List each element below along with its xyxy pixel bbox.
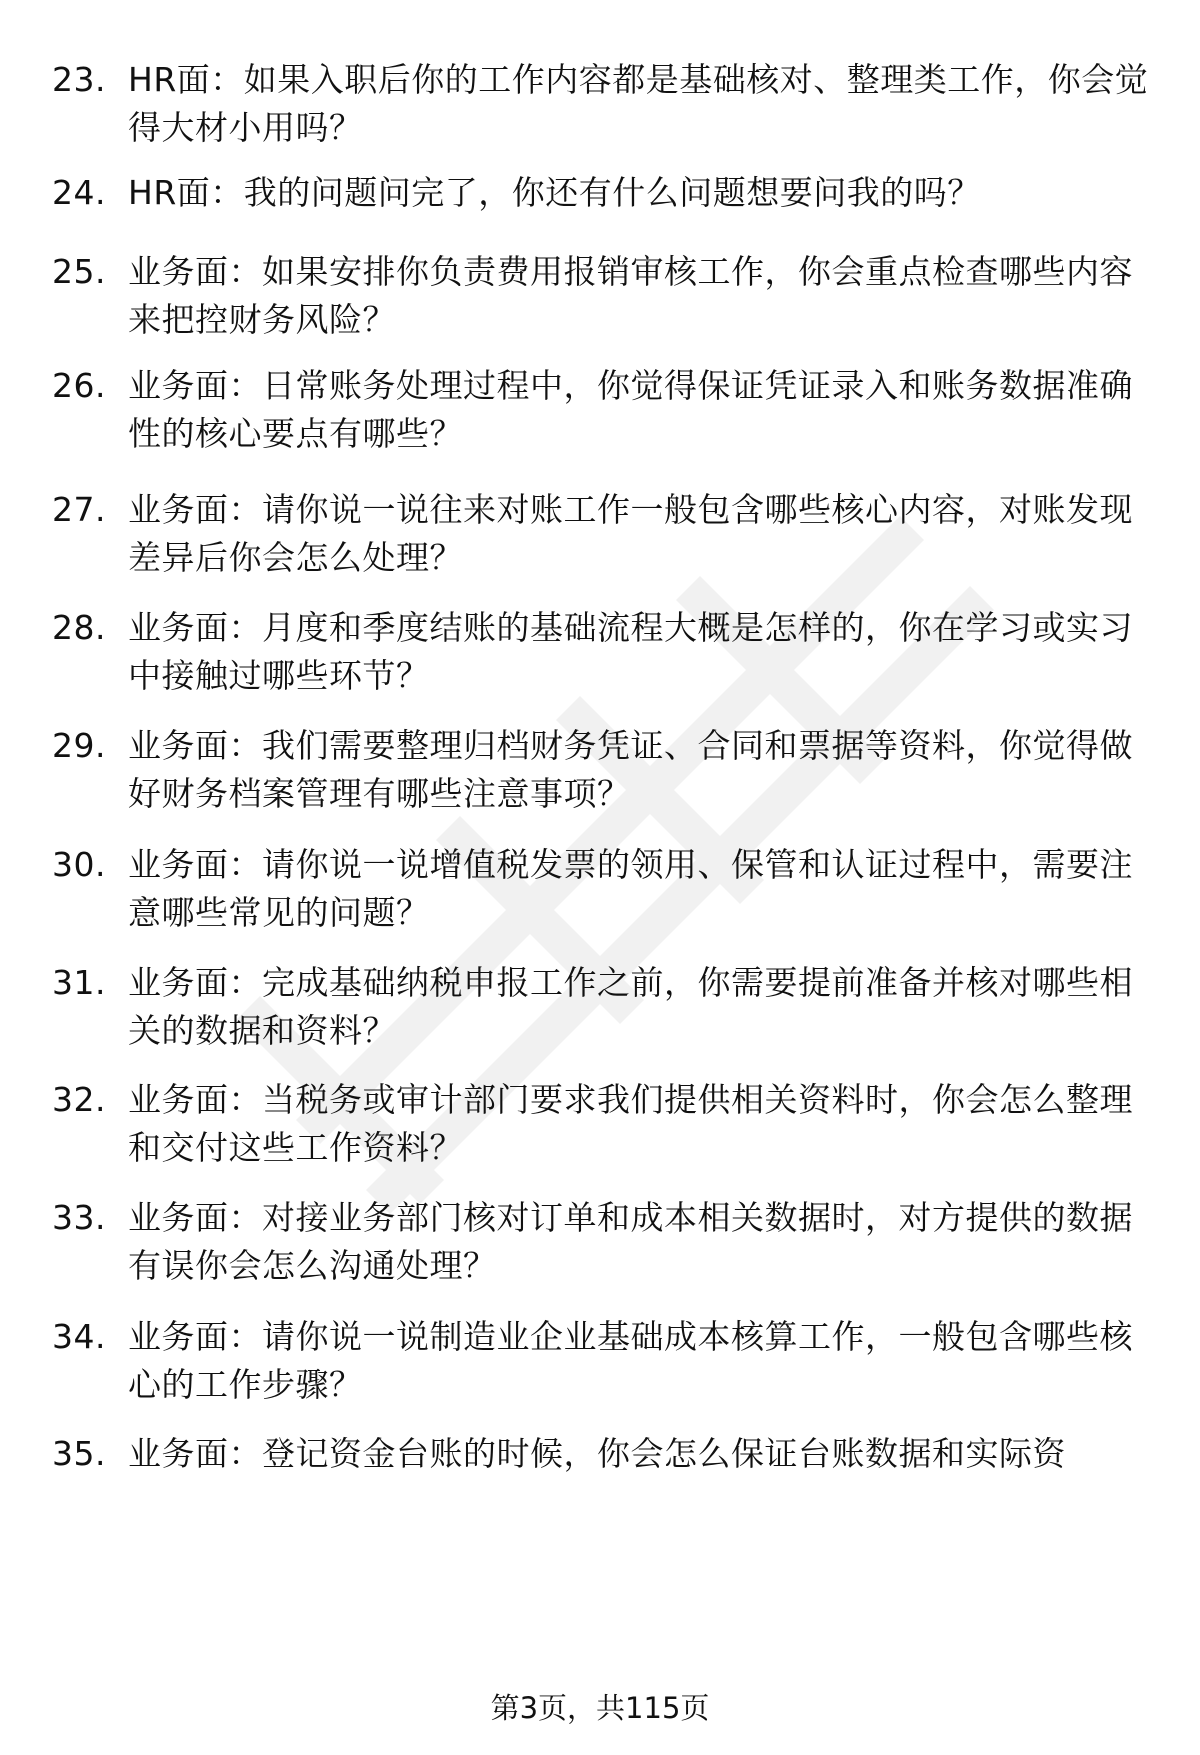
item-number: 33. bbox=[52, 1198, 106, 1237]
item-text: 业务面：请你说一说往来对账工作一般包含哪些核心内容，对账发现差异后你会怎么处理？ bbox=[128, 490, 1133, 577]
item-text: 业务面：月度和季度结账的基础流程大概是怎样的，你在学习或实习中接触过哪些环节？ bbox=[128, 608, 1133, 695]
item-number: 26. bbox=[52, 366, 106, 405]
item-text: 业务面：登记资金台账的时候，你会怎么保证台账数据和实际资 bbox=[128, 1434, 1066, 1473]
item-text: 业务面：日常账务处理过程中，你觉得保证凭证录入和账务数据准确性的核心要点有哪些？ bbox=[128, 366, 1133, 453]
item-text: 业务面：请你说一说增值税发票的领用、保管和认证过程中，需要注意哪些常见的问题？ bbox=[128, 845, 1133, 932]
item-number: 27. bbox=[52, 490, 106, 529]
item-number: 30. bbox=[52, 845, 106, 884]
item-number: 32. bbox=[52, 1080, 106, 1119]
item-text: 业务面：对接业务部门核对订单和成本相关数据时，对方提供的数据有误你会怎么沟通处理？ bbox=[128, 1198, 1133, 1285]
item-text: 业务面：如果安排你负责费用报销审核工作，你会重点检查哪些内容来把控财务风险？ bbox=[128, 252, 1133, 339]
item-number: 35. bbox=[52, 1434, 106, 1473]
item-number: 29. bbox=[52, 726, 106, 765]
page-footer: 第3页，共115页 bbox=[490, 1691, 710, 1725]
item-text: HR面：我的问题问完了，你还有什么问题想要问我的吗？ bbox=[128, 173, 981, 212]
item-text: 业务面：完成基础纳税申报工作之前，你需要提前准备并核对哪些相关的数据和资料？ bbox=[128, 963, 1133, 1050]
item-number: 34. bbox=[52, 1317, 106, 1356]
item-number: 28. bbox=[52, 608, 106, 647]
item-text: 业务面：请你说一说制造业企业基础成本核算工作，一般包含哪些核心的工作步骤？ bbox=[128, 1317, 1133, 1404]
item-text: HR面：如果入职后你的工作内容都是基础核对、整理类工作，你会觉得大材小用吗？ bbox=[128, 60, 1149, 147]
item-text: 业务面：我们需要整理归档财务凭证、合同和票据等资料，你觉得做好财务档案管理有哪些注意事项？ bbox=[128, 726, 1133, 813]
item-text: 业务面：当税务或审计部门要求我们提供相关资料时，你会怎么整理和交付这些工作资料？ bbox=[128, 1080, 1133, 1167]
item-number: 24. bbox=[52, 173, 106, 212]
item-number: 23. bbox=[52, 60, 106, 99]
item-number: 25. bbox=[52, 252, 106, 291]
item-number: 31. bbox=[52, 963, 106, 1002]
